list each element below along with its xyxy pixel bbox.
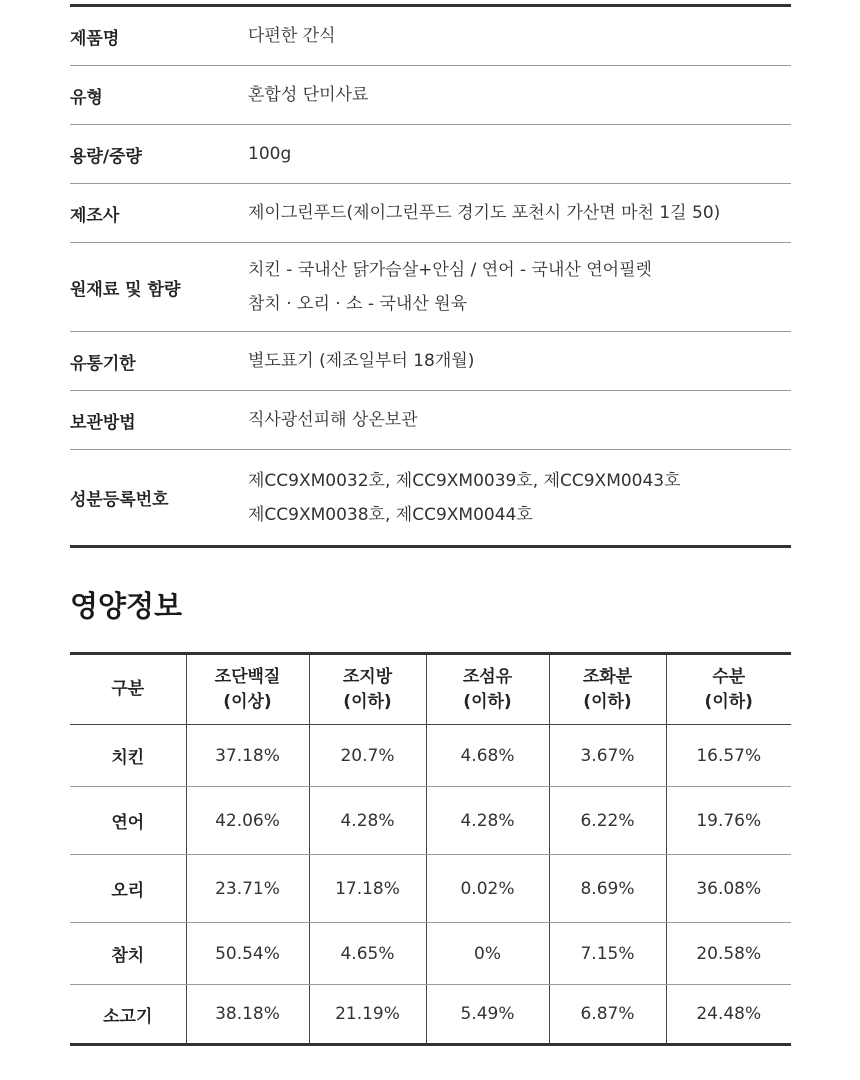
info-value-line: 치킨 - 국내산 닭가슴살+안심 / 연어 - 국내산 연어필렛 (248, 260, 652, 280)
table-cell: 4.68% (426, 725, 549, 787)
header-crude-fat (309, 654, 426, 725)
info-label: 보관방법 (70, 412, 136, 433)
table-cell: 6.87% (549, 985, 666, 1045)
info-label: 제조사 (70, 205, 120, 226)
info-value (248, 19, 791, 53)
info-row-storage (70, 391, 791, 450)
table-cell: 0% (426, 923, 549, 985)
table-row (70, 725, 791, 787)
info-value (248, 78, 791, 112)
table-cell: 3.67% (549, 725, 666, 787)
row-label: 연어 (70, 787, 186, 855)
table-cell: 4.28% (309, 787, 426, 855)
table-cell: 4.28% (426, 787, 549, 855)
info-label: 용량/중량 (70, 146, 142, 167)
table-cell: 21.19% (309, 985, 426, 1045)
info-value-line: 제CC9XM0032호, 제CC9XM0039호, 제CC9XM0043호 (248, 470, 681, 491)
table-row (70, 923, 791, 985)
table-cell: 17.18% (309, 855, 426, 923)
table-cell: 50.54% (186, 923, 309, 985)
table-cell: 8.69% (549, 855, 666, 923)
row-label: 참치 (70, 923, 186, 985)
table-cell: 4.65% (309, 923, 426, 985)
info-value-line: 별도표기 (제조일부터 18개월) (248, 351, 475, 371)
header-text: 조지방 (342, 666, 393, 687)
product-info-table (70, 4, 791, 548)
header-qualifier: (이하) (343, 691, 392, 712)
header-crude-fiber (426, 654, 549, 725)
header-qualifier: (이하) (704, 691, 753, 712)
info-value (248, 253, 791, 321)
header-category (70, 654, 186, 725)
row-label: 치킨 (70, 725, 186, 787)
header-text: 수분 (712, 666, 746, 687)
table-cell: 23.71% (186, 855, 309, 923)
info-row-registration (70, 450, 791, 545)
header-text: 조단백질 (214, 666, 281, 687)
info-value (248, 403, 791, 437)
info-value-line: 참치 · 오리 · 소 - 국내산 원육 (248, 294, 467, 314)
info-value-line: 100g (248, 144, 292, 164)
info-value-line: 제이그린푸드(제이그린푸드 경기도 포천시 가산면 마천 1길 50) (248, 203, 721, 223)
info-row-manufacturer (70, 184, 791, 243)
info-value-line: 혼합성 단미사료 (248, 85, 369, 105)
header-text: 조섬유 (462, 666, 513, 687)
table-cell: 7.15% (549, 923, 666, 985)
table-cell: 16.57% (666, 725, 791, 787)
info-value (248, 196, 791, 230)
info-row-type (70, 66, 791, 125)
table-cell: 6.22% (549, 787, 666, 855)
table-cell: 42.06% (186, 787, 309, 855)
info-label: 유형 (70, 87, 103, 108)
info-row-expiry (70, 332, 791, 391)
info-row-ingredients (70, 243, 791, 332)
nutrition-heading: 영양정보 (70, 589, 183, 623)
info-value-line: 제CC9XM0038호, 제CC9XM0044호 (248, 504, 533, 525)
info-label: 성분등록번호 (70, 490, 169, 510)
header-qualifier: (이하) (463, 691, 512, 712)
table-cell: 20.58% (666, 923, 791, 985)
info-label: 유통기한 (70, 353, 136, 374)
table-row (70, 787, 791, 855)
info-label: 원재료 및 함량 (70, 279, 181, 300)
info-row-weight (70, 125, 791, 184)
header-crude-ash (549, 654, 666, 725)
header-text: 조화분 (582, 666, 633, 687)
table-cell: 37.18% (186, 725, 309, 787)
table-cell: 19.76% (666, 787, 791, 855)
table-cell: 0.02% (426, 855, 549, 923)
nutrition-header-row (70, 654, 791, 725)
table-row (70, 985, 791, 1045)
header-qualifier: (이상) (223, 691, 272, 712)
row-label: 오리 (70, 855, 186, 923)
info-value (248, 137, 791, 171)
row-label: 소고기 (103, 1006, 153, 1027)
table-cell: 24.48% (666, 985, 791, 1045)
header-qualifier: (이하) (583, 691, 632, 712)
table-cell: 38.18% (186, 985, 309, 1045)
header-moisture (666, 654, 791, 725)
header-text: 구분 (111, 679, 145, 699)
table-cell: 20.7% (309, 725, 426, 787)
info-value (248, 464, 791, 532)
table-cell: 36.08% (666, 855, 791, 923)
info-value-line: 직사광선피해 상온보관 (248, 410, 418, 430)
nutrition-table (70, 652, 791, 1046)
header-crude-protein (186, 654, 309, 725)
info-label: 제품명 (70, 28, 120, 49)
info-value-line: 다편한 간식 (248, 26, 336, 46)
table-cell: 5.49% (426, 985, 549, 1045)
info-value (248, 344, 791, 378)
info-row-product-name (70, 7, 791, 66)
table-row (70, 855, 791, 923)
